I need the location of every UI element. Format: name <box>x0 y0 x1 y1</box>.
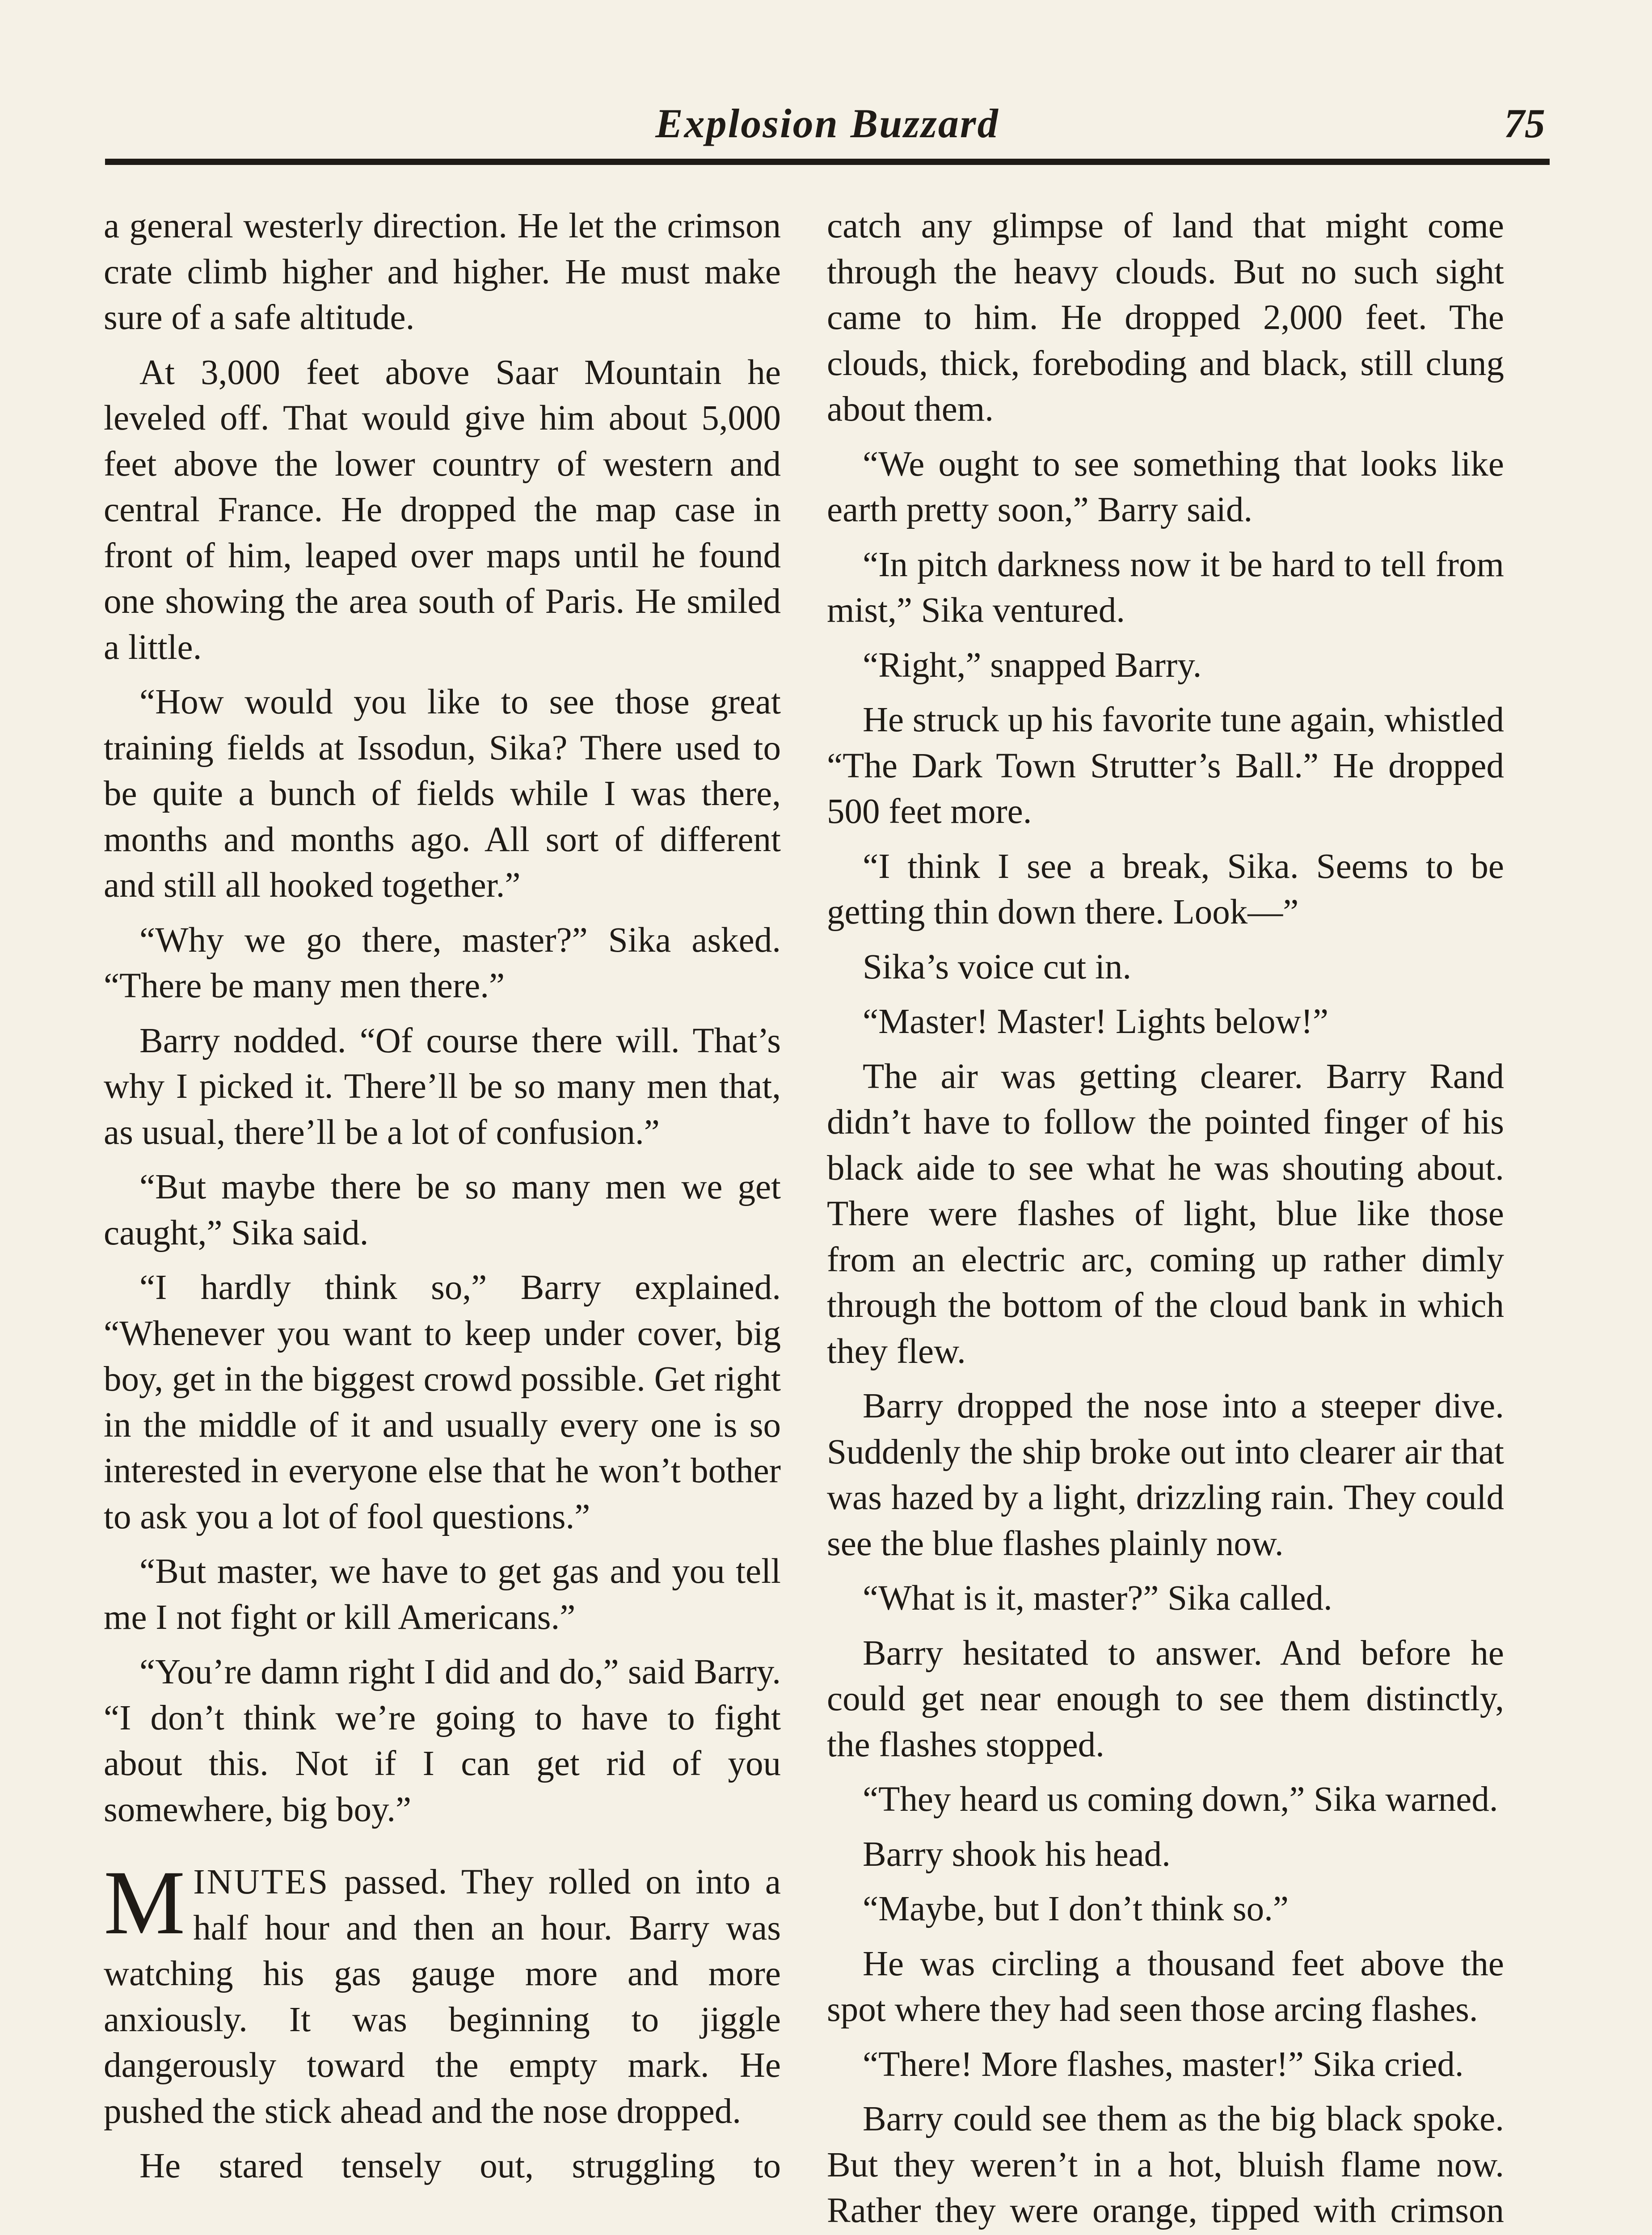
paragraph: “I hardly think so,” Barry explained. “Whenever you want to keep under cover, big boy, get in the biggest crowd possible. Get right in the middle of it and usually every one is so interested in everyone else that he won’t bother to ask you a lot of fool questions.” <box>104 1268 781 1536</box>
paragraph: Barry hesitated to answer. And before he could get near enough to see them distinctly, the flashes stopped. <box>827 1633 1504 1764</box>
paragraph: “We ought to see something that looks like earth pretty soon,” Barry said. <box>827 444 1504 529</box>
section-opening-paragraph <box>104 1852 781 2134</box>
page-number: 75 <box>1504 101 1545 146</box>
running-title: Explosion Buzzard <box>655 101 999 146</box>
paragraph: “What is it, master?” Sika called. <box>863 1579 1332 1618</box>
right-column <box>827 203 1504 2235</box>
paragraph: Barry nodded. “Of course there will. That’s why I picked it. There’ll be so many men that, as usual, there’ll be a lot of confusion.” <box>104 1021 781 1152</box>
paragraph: “Maybe, but I don’t think so.” <box>863 1889 1289 1928</box>
paragraph: “In pitch darkness now it be hard to tell from mist,” Sika ventured. <box>827 545 1504 630</box>
paragraph: “Why we go there, master?” Sika asked. “There be many men there.” <box>104 920 781 1005</box>
paragraph: “Right,” snapped Barry. <box>863 645 1202 685</box>
running-header <box>105 92 1550 165</box>
paragraph: He struck up his favorite tune again, whistled “The Dark Town Strutter’s Ball.” He dropped 500 feet more. <box>827 700 1504 831</box>
paragraph: “But maybe there be so many men we get caught,” Sika said. <box>104 1168 781 1252</box>
paragraph: He was circling a thousand feet above the spot where they had seen those arcing flashes. <box>827 1944 1504 2029</box>
paragraph: Barry could see them as the big black spoke. But they weren’t in a hot, bluish flame now. Rather they were orange, tipped with crimson <box>827 2100 1504 2230</box>
paragraph: “How would you like to see those great training fields at Issodun, Sika? There used to be quite a bunch of fields while I was there, months and months ago. All sort of different and still all hooked together.” <box>104 683 781 905</box>
paragraph: The air was getting clearer. Barry Rand didn’t have to follow the pointed finger of his black aide to see what he was shouting about. There were flashes of light, blue like those from an electric arc, coming up rather dimly through the bottom of the cloud bank in which they flew. <box>827 1057 1504 1371</box>
paragraph: “They heard us coming down,” Sika warned. <box>863 1780 1498 1819</box>
paragraph: Barry dropped the nose into a steeper dive. Suddenly the ship broke out into clearer air that was hazed by a light, drizzling rain. They could see the blue flashes plainly now. <box>827 1387 1504 1563</box>
paragraph: catch any glimpse of land that might come through the heavy clouds. But no such sight came to him. He dropped 2,000 feet. The clouds, thick, foreboding and black, still clung about them. <box>827 207 1504 429</box>
paragraph: At 3,000 feet above Saar Mountain he leveled off. That would give him about 5,000 feet above the lower country of western and central France. He dropped the map case in front of him, leaped over maps until he found one showing the area south of Paris. He smiled a little. <box>104 353 781 667</box>
paragraph: “I think I see a break, Sika. Seems to be getting thin down there. Look—” <box>827 847 1504 932</box>
paragraph-text: passed. They rolled on into a half hour and then an hour. Barry was watching his gas gauge more and more anxiously. It was beginning to jiggle dangerously toward the empty mark. He pushed the stick ahead and the nose dropped. <box>104 1863 781 2131</box>
paragraph: “You’re damn right I did and do,” said Barry. “I don’t think we’re going to have to fight about this. Not if I can get rid of you somewhere, big boy.” <box>104 1653 781 1829</box>
small-caps-lead: INUTES <box>193 1863 330 1902</box>
paragraph: a general westerly direction. He let the crimson crate climb higher and higher. He must make sure of a safe altitude. <box>104 207 781 337</box>
paragraph: Barry shook his head. <box>863 1834 1171 1874</box>
paragraph: “Master! Master! Lights below!” <box>863 1002 1329 1041</box>
paragraph: “There! More flashes, master!” Sika cried. <box>863 2045 1464 2084</box>
paragraph: “But master, we have to get gas and you tell me I not fight or kill Americans.” <box>104 1552 781 1637</box>
drop-cap: M <box>104 1852 185 1953</box>
paragraph: He stared tensely out, struggling to <box>139 2146 781 2185</box>
paragraph: Sika’s voice cut in. <box>863 947 1132 987</box>
left-column <box>104 203 781 2235</box>
